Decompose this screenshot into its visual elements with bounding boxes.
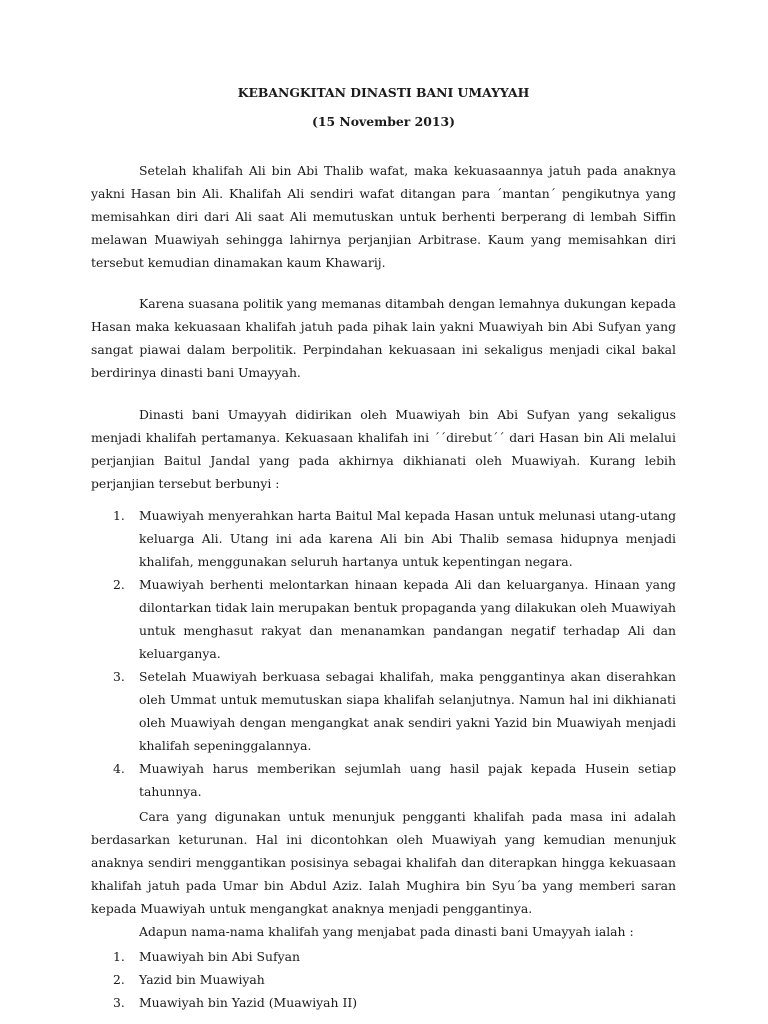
list-item-text: Muawiyah bin Abi Sufyan [139, 949, 300, 964]
list-number: 1. [113, 949, 125, 964]
list-item-text: Yazid bin Muawiyah [139, 972, 265, 987]
list-item [91, 665, 676, 757]
list-item [91, 991, 676, 1014]
list-item-text: Setelah Muawiyah berkuasa sebagai khalifah, maka penggantinya akan diserahkan oleh Ummat untuk memutuskan siapa khalifah selanjutnya. Namun hal ini dikhianati oleh Muawiyah dengan mengangkat anak sendiri yakni Yazid bin Muawiyah menjadi khalifah sepeninggalannya. [139, 669, 676, 753]
khalifah-list [91, 945, 676, 1014]
list-item-text: Muawiyah bin Yazid (Muawiyah II) [139, 995, 358, 1010]
list-number: 2. [113, 577, 125, 592]
list-item-text: Muawiyah harus memberikan sejumlah uang hasil pajak kepada Husein setiap tahunnya. [139, 761, 676, 799]
document-date: (15 November 2013) [312, 114, 455, 129]
paragraph-1: Setelah khalifah Ali bin Abi Thalib wafat, maka kekuasaannya jatuh pada anaknya yakni Hasan bin Ali. Khalifah Ali sendiri wafat ditangan para ´mantan´ pengikutnya yang memisahkan diri dari Ali saat Ali memutuskan untuk berhenti berperang di lembah Siffin melawan Muawiyah sehingga lahirnya perjanjian Arbitrase. Kaum yang memisahkan diri tersebut kemudian dinamakan kaum Khawarij. [91, 163, 676, 270]
list-item [91, 968, 676, 991]
list-item [91, 504, 676, 573]
list-number: 3. [113, 669, 125, 684]
agreement-list [91, 504, 676, 803]
paragraph-2: Karena suasana politik yang memanas ditambah dengan lemahnya dukungan kepada Hasan maka kekuasaan khalifah jatuh pada pihak lain yakni Muawiyah bin Abi Sufyan yang sangat piawai dalam berpolitik. Perpindahan kekuasaan ini sekaligus menjadi cikal bakal berdirinya dinasti bani Umayyah. [91, 296, 676, 380]
list-item-text: Muawiyah berhenti melontarkan hinaan kepada Ali dan keluarganya. Hinaan yang dilontarkan tidak lain merupakan bentuk propaganda yang dilakukan oleh Muawiyah untuk menghasut rakyat dan menanamkan pandangan negatif terhadap Ali dan keluarganya. [139, 577, 676, 661]
list-item [91, 573, 676, 665]
document-title: KEBANGKITAN DINASTI BANI UMAYYAH [237, 85, 530, 100]
list-number: 4. [113, 761, 125, 776]
list-number: 2. [113, 972, 125, 987]
list-item [91, 945, 676, 968]
paragraph-5: Adapun nama-nama khalifah yang menjabat pada dinasti bani Umayyah ialah : [139, 924, 634, 939]
list-item [91, 757, 676, 803]
list-number: 3. [113, 995, 125, 1010]
document-page [91, 84, 676, 1014]
list-item-text: Muawiyah menyerahkan harta Baitul Mal kepada Hasan untuk melunasi utang-utang keluarga Ali. Utang ini ada karena Ali bin Abi Thalib semasa hidupnya menjadi khalifah, menggunakan seluruh hartanya untuk kepentingan negara. [139, 508, 676, 569]
paragraph-4: Cara yang digunakan untuk menunjuk pengganti khalifah pada masa ini adalah berdasarkan keturunan. Hal ini dicontohkan oleh Muawiyah yang kemudian menunjuk anaknya sendiri menggantikan posisinya sebagai khalifah dan diterapkan hingga kekuasaan khalifah jatuh pada Umar bin Abdul Aziz. Ialah Mughira bin Syu´ba yang memberi saran kepada Muawiyah untuk mengangkat anaknya menjadi penggantinya. [91, 809, 676, 916]
list-number: 1. [113, 508, 125, 523]
paragraph-3: Dinasti bani Umayyah didirikan oleh Muawiyah bin Abi Sufyan yang sekaligus menjadi khalifah pertamanya. Kekuasaan khalifah ini ´´direbut´´ dari Hasan bin Ali melalui perjanjian Baitul Jandal yang pada akhirnya dikhianati oleh Muawiyah. Kurang lebih perjanjian tersebut berbunyi : [91, 407, 676, 491]
